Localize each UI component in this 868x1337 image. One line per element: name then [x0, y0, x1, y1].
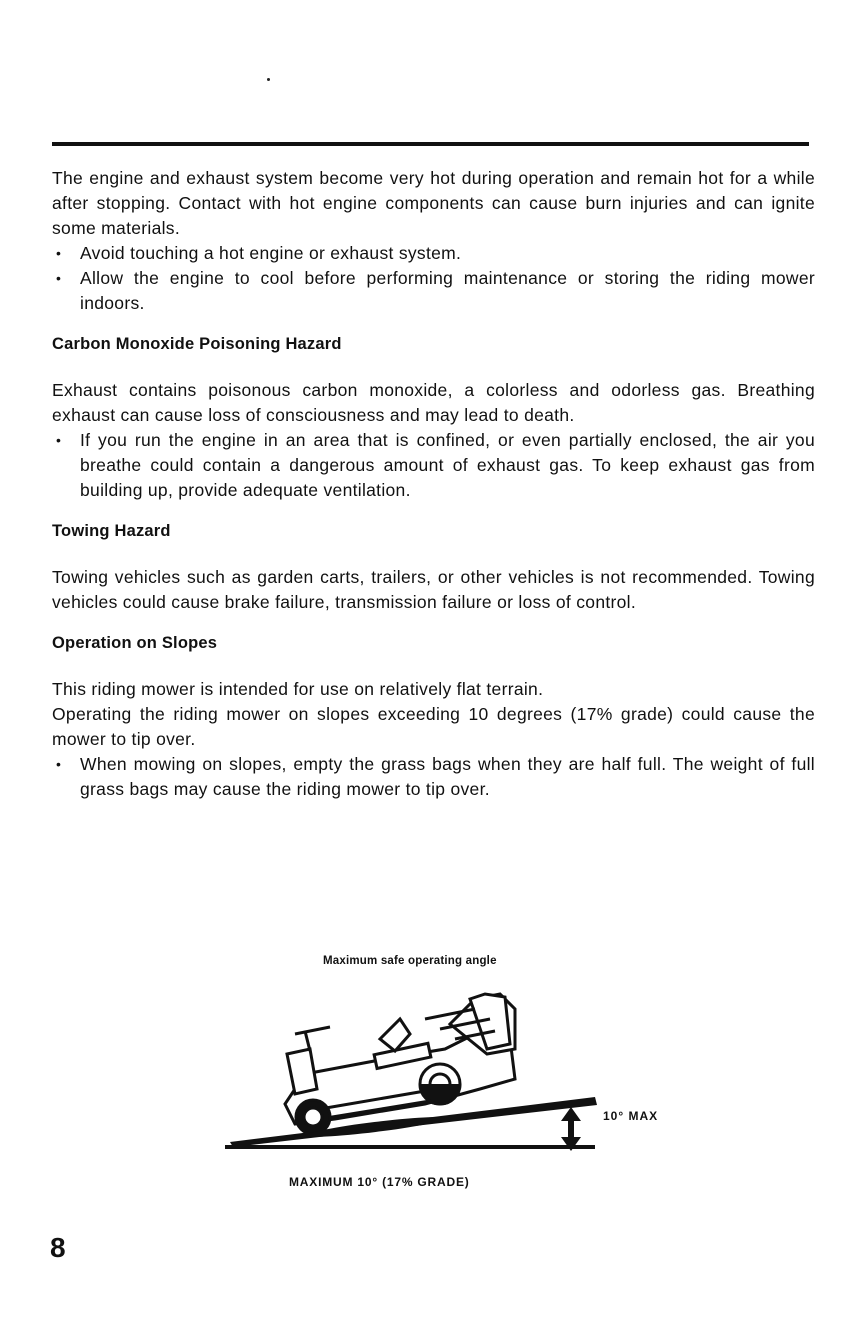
- slopes-line-2: Operating the riding mower on slopes exceeding 10 degrees (17% grade) could cause the mower to tip over.: [52, 704, 815, 749]
- list-item: • Avoid touching a hot engine or exhaust system.: [52, 241, 815, 266]
- speck: [267, 78, 270, 81]
- slopes-list: [52, 752, 815, 802]
- page-body: [52, 166, 815, 802]
- figure-title: Maximum safe operating angle: [323, 955, 497, 967]
- section-heading: Towing Hazard: [52, 522, 171, 540]
- list-item: • Allow the engine to cool before performing maintenance or storing the riding mower indoors.: [52, 266, 815, 316]
- figure-caption: MAXIMUM 10° (17% GRADE): [289, 1175, 470, 1189]
- hot-surfaces-list: [52, 241, 815, 316]
- angle-label: 10° MAX: [603, 1109, 659, 1123]
- list-item: • If you run the engine in an area that is confined, or even partially enclosed, the air you breathe could contain a dangerous amount of exhaust gas. To keep exhaust gas from building up, provide adequate ventilation.: [52, 428, 815, 503]
- header-rule: [52, 142, 809, 146]
- list-item: • When mowing on slopes, empty the grass bags when they are half full. The weight of full grass bags may cause the riding mower to tip over.: [52, 752, 815, 802]
- riding-mower-on-slope-illustration: [225, 979, 695, 1169]
- carbon-monoxide-text: Exhaust contains poisonous carbon monoxide, a colorless and odorless gas. Breathing exhaust can cause loss of consciousness and may lead to death.: [52, 380, 815, 425]
- section-heading: Operation on Slopes: [52, 634, 218, 652]
- section-heading: Carbon Monoxide Poisoning Hazard: [52, 335, 342, 353]
- carbon-monoxide-list: [52, 428, 815, 503]
- towing-text: Towing vehicles such as garden carts, trailers, or other vehicles is not recommended. Towing vehicles could cause brake failure, transmission failure or loss of control.: [52, 567, 815, 612]
- hot-surfaces-intro: The engine and exhaust system become very hot during operation and remain hot for a while after stopping. Contact with hot engine components can cause burn injuries and can ignite some materials.: [52, 168, 815, 238]
- slopes-line-1: This riding mower is intended for use on relatively flat terrain.: [52, 679, 544, 699]
- slope-figure: [225, 955, 695, 1195]
- page-number: 8: [50, 1232, 66, 1263]
